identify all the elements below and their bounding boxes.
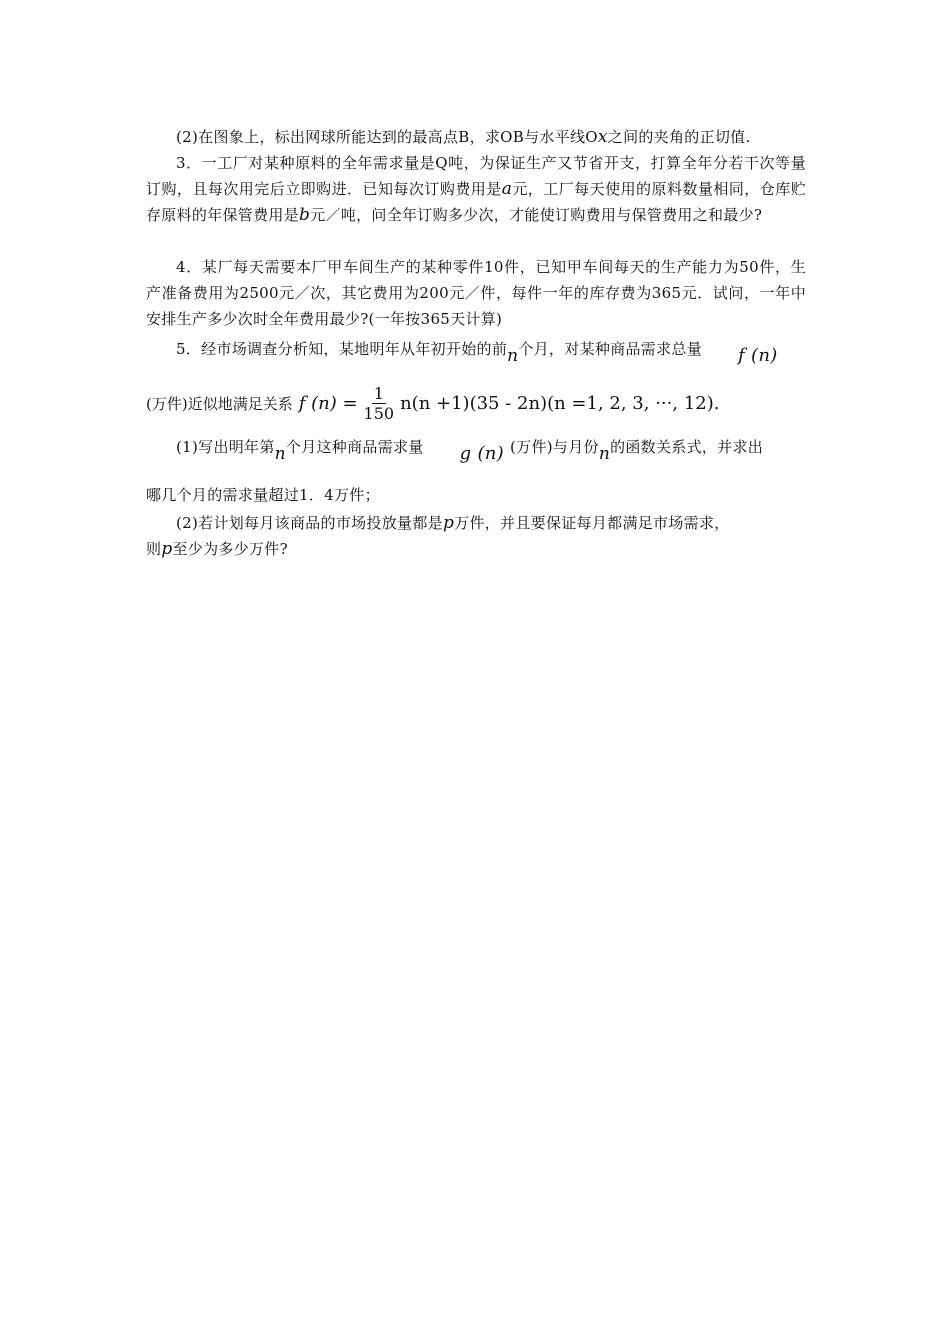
paragraph-problem5-part2-cont	[146, 536, 806, 562]
math-var-b: b	[299, 205, 311, 225]
math-var-n: n	[598, 444, 611, 464]
paragraph-problem5-part1	[146, 434, 806, 464]
text: 3．一工厂对某种原料的全年需求量是Q吨，为保证生产又节省开支，打算全年分若干次等量订购，且每次用完后立即购进．已知每次订购费用是	[146, 154, 806, 198]
text: (2)在图象上，标出网球所能达到的最高点B，求OB与水平线O	[176, 128, 598, 146]
formula-lhs: f (n) =	[298, 392, 358, 414]
text: (1)写出明年第	[176, 438, 275, 456]
math-g-of-n: g (n)	[459, 443, 504, 464]
text: (2)若计划每月该商品的市场投放量都是	[176, 514, 443, 532]
text: 4．某厂每天需要本厂甲车间生产的某种零件10件，已知甲车间每天的生产能力为50件，生产准备费用为2500元／次，其它费用为200元／件，每件一年的库存费为365元．试问，一年中安排生产多少次时全年费用最少?(一年按365天计算)	[146, 258, 806, 328]
math-f-of-n: f (n)	[738, 345, 778, 366]
text: 之间的夹角的正切值.	[607, 128, 751, 146]
formula-end: .	[713, 392, 720, 414]
math-var-p: p	[161, 539, 173, 559]
math-var-x: x	[597, 127, 608, 147]
paragraph-problem3	[146, 150, 806, 228]
math-var-p: p	[442, 513, 455, 533]
text: (万件)近似地满足关系	[146, 394, 293, 413]
text: 则	[146, 540, 162, 558]
fraction-numerator: 1	[373, 384, 384, 403]
paragraph-problem4	[146, 254, 806, 332]
paragraph-problem5-intro	[146, 336, 806, 366]
formula-f-n	[299, 384, 720, 423]
text: 5．经市场调查分析知，某地明年从年初开始的前	[176, 340, 508, 358]
text: 万件，并且要保证每月都满足市场需求，	[454, 514, 730, 532]
paragraph-problem5-part1-cont	[146, 482, 806, 508]
math-var-n: n	[274, 444, 286, 464]
math-var-a: a	[501, 179, 513, 199]
fraction	[362, 384, 397, 423]
text: 元，工厂每天使用的原料数量相同，仓库贮存原料的年保管费用是	[146, 180, 807, 224]
text: 元／吨，问全年订购多少次，才能使订购费用与保管费用之和最少?	[310, 206, 763, 224]
text: 哪几个月的需求量超过1．4万件；	[146, 486, 380, 504]
formula-line	[146, 384, 719, 423]
paragraph-problem5-part2	[146, 510, 806, 536]
text: 个月这种商品需求量	[285, 438, 424, 456]
paragraph-problem2-part2	[146, 124, 806, 150]
text: 个月，对某种商品需求总量	[518, 340, 703, 358]
fraction-denominator: 150	[363, 404, 395, 423]
text: (万件)与月份	[510, 438, 599, 456]
text: 的函数关系式，并求出	[610, 438, 764, 456]
formula-rhs: n(n +1)(35 - 2n)(n =1, 2, 3, ···, 12)	[400, 392, 714, 414]
text: 至少为多少万件?	[172, 540, 288, 558]
math-var-n: n	[507, 346, 519, 366]
